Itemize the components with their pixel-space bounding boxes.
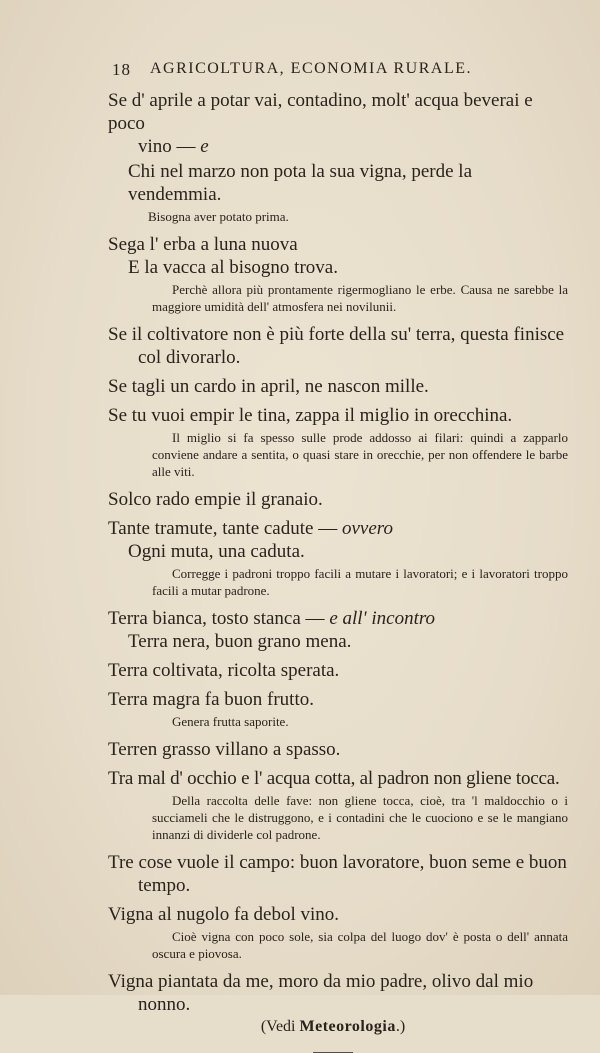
proverb-line: Terra nera, buon grano mena. xyxy=(128,631,352,652)
proverb-entry xyxy=(108,488,568,511)
proverb-entry xyxy=(108,688,568,730)
proverb-entry xyxy=(108,233,568,315)
proverb-entry xyxy=(108,659,568,682)
proverb-note: Cioè vigna con poco sole, sia colpa del luogo dov' è posta o dell' annata oscura e piovosa. xyxy=(152,929,568,961)
running-title: AGRICOLTURA, ECONOMIA RURALE. xyxy=(149,60,472,77)
cross-reference: (Vedi Meteorologia.) xyxy=(260,1018,406,1035)
proverb-note: Della raccolta delle fave: non gliene tocca, cioè, tra 'l maldocchio o i succiameli che le distruggono, e i contadini che le cuociono e se le mangiano innanzi di dividerle col padrone. xyxy=(152,793,568,842)
proverb-entry xyxy=(108,517,568,599)
proverb-line: col divorarlo. xyxy=(138,347,241,368)
page-number: 18 xyxy=(112,60,131,79)
proverb-line: Sega l' erba a luna nuova xyxy=(108,234,298,255)
proverb-line: vino — e xyxy=(138,136,209,157)
proverb-note: Il miglio si fa spesso sulle prode addosso ai filari: quindi a zapparlo conviene andare a sentita, o quasi stare in orecchie, per non offendere le barbe alle viti. xyxy=(152,430,568,479)
proverb-line: Se tu vuoi empir le tina, zappa il miglio in orecchina. xyxy=(108,405,513,426)
proverb-line: Tra mal d' occhio e l' acqua cotta, al padron non gliene tocca. xyxy=(108,768,560,789)
proverb-entry xyxy=(108,160,568,225)
proverb-entry xyxy=(108,970,568,1016)
proverb-note: Perchè allora più prontamente rigermogliano le erbe. Causa ne sarebbe la maggiore umidità dell' atmosfera nei novilunii. xyxy=(152,282,568,314)
proverb-note: Bisogna aver potato prima. xyxy=(148,209,289,224)
page-header xyxy=(112,60,472,82)
proverb-entry xyxy=(108,404,568,480)
proverb-line: Se d' aprile a potar vai, contadino, molt' acqua beverai e poco xyxy=(108,90,533,134)
proverb-entry xyxy=(108,738,568,761)
proverb-line: Tre cose vuole il campo: buon lavoratore, buon seme e buon xyxy=(108,852,567,873)
proverb-note: Genera frutta saporite. xyxy=(172,714,289,729)
proverb-entry xyxy=(108,767,568,843)
proverb-line: Terra coltivata, ricolta sperata. xyxy=(108,660,340,681)
proverb-entry xyxy=(108,607,568,653)
proverb-line: Se il coltivatore non è più forte della su' terra, questa finisce xyxy=(108,324,565,345)
proverb-note: Corregge i padroni troppo facili a mutare i lavoratori; e i lavoratori troppo facili a mutar padrone. xyxy=(152,566,568,598)
proverb-entry xyxy=(108,323,568,369)
proverb-line: Terra magra fa buon frutto. xyxy=(108,689,314,710)
proverb-line: Ogni muta, una caduta. xyxy=(128,541,305,562)
proverb-line: Terra bianca, tosto stanca — e all' incontro xyxy=(108,608,436,629)
proverb-line: Vigna piantata da me, moro da mio padre, olivo dal mio xyxy=(108,971,534,992)
proverb-line: E la vacca al bisogno trova. xyxy=(128,257,338,278)
proverb-entry xyxy=(108,851,568,897)
proverb-entry xyxy=(108,375,568,398)
proverb-line: Solco rado empie il granaio. xyxy=(108,489,323,510)
proverb-line: Terren grasso villano a spasso. xyxy=(108,739,341,760)
proverb-entry xyxy=(108,903,568,962)
proverb-line: Chi nel marzo non pota la sua vigna, perde la vendemmia. xyxy=(128,161,473,205)
proverb-line: tempo. xyxy=(138,875,191,896)
proverb-line: nonno. xyxy=(138,994,191,1015)
proverb-line: Vigna al nugolo fa debol vino. xyxy=(108,904,340,925)
proverb-line: Se tagli un cardo in april, ne nascon mille. xyxy=(108,376,429,397)
proverb-entry xyxy=(108,89,568,158)
proverb-line: Tante tramute, tante cadute — ovvero xyxy=(108,518,393,539)
proverb-list xyxy=(108,89,568,1053)
